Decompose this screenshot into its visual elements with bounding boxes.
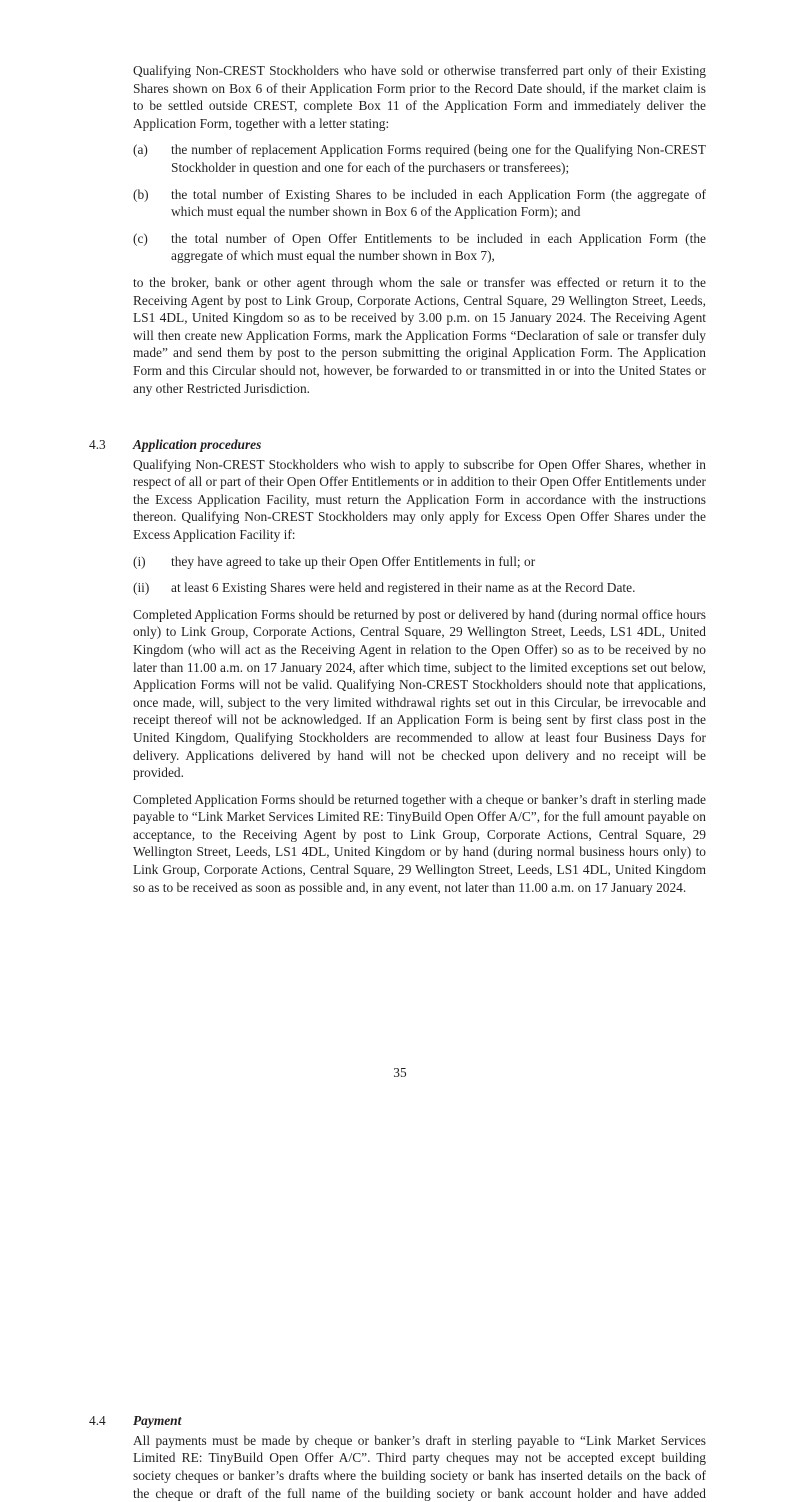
list-item-ii [133, 579, 706, 597]
list-item-i [133, 553, 706, 571]
intro-block [133, 62, 706, 406]
intro-paragraph: Qualifying Non-CREST Stockholders who have sold or otherwise transferred part only of their Existing Shares shown on Box 6 of their Application Form prior to the Record Date should, if the market claim is to be settled outside CREST, complete Box 11 of the Application Form and immediately deliver the Application Form, together with a letter stating: [133, 63, 706, 131]
list-item-b [133, 186, 706, 221]
section-paragraph: Completed Application Forms should be returned by post or delivered by hand (during normal office hours only) to Link Group, Corporate Actions, Central Square, 29 Wellington Street, Leeds, LS1 4DL, United Kingdom (who will act as the Receiving Agent in relation to the Open Offer) so as to be received by no later than 11.00 a.m. on 17 January 2024, after which time, subject to the limited exceptions set out below, Application Forms will not be valid. Qualifying Non-CREST Stockholders should note that applications, once made, will, subject to the very limited withdrawal rights set out in this Circular, be irrevocable and receipt thereof will not be acknowledged. If an Application Form is being sent by first class post in the United Kingdom, Qualifying Stockholders are recommended to allow at least four Business Days for delivery. Applications delivered by hand will not be checked upon delivery and no receipt will be provided. [133, 606, 706, 781]
list-item-c [133, 230, 706, 265]
section-4-3 [89, 436, 706, 896]
list-text: at least 6 Existing Shares were held and registered in their name as at the Record Date. [171, 580, 636, 596]
list-label: (ii) [133, 580, 150, 596]
section-number: 4.4 [89, 1413, 106, 1429]
intro-closing-paragraph: to the broker, bank or other agent through whom the sale or transfer was effected or return it to the Receiving Agent by post to Link Group, Corporate Actions, Central Square, 29 Wellington Street, Leeds, LS1 4DL, United Kingdom so as to be received by 3.00 p.m. on 15 January 2024. The Receiving Agent will then create new Application Forms, mark the Application Forms “Declaration of sale or transfer duly made” and send them by post to the person submitting the original Application Form. The Application Form and this Circular should not, however, be forwarded to or transmitted in or into the United States or any other Restricted Jurisdiction. [133, 274, 706, 396]
section-paragraph: Qualifying Non-CREST Stockholders who wish to apply to subscribe for Open Offer Shares, whether in respect of all or part of their Open Offer Entitlements or in addition to their Open Offer Entitlements under the Excess Application Facility, must return the Application Form in accordance with the instructions thereon. Qualifying Non-CREST Stockholders may only apply for Excess Open Offer Shares under the Excess Application Facility if: [133, 456, 706, 542]
list-text: they have agreed to take up their Open Offer Entitlements in full; or [171, 553, 536, 569]
section-title: Application procedures [133, 437, 262, 452]
list-label: (b) [133, 186, 149, 202]
section-paragraph: Completed Application Forms should be returned together with a cheque or banker’s draft in sterling made payable to “Link Market Services Limited RE: TinyBuild Open Offer A/C”, for the full amount payable on acceptance, to the Receiving Agent by post to Link Group, Corporate Actions, Central Square, 29 Wellington Street, Leeds, LS1 4DL, United Kingdom or by hand (during normal business hours only) to Link Group, Corporate Actions, Central Square, 29 Wellington Street, Leeds, LS1 4DL, United Kingdom so as to be received as soon as possible and, in any event, not later than 11.00 a.m. on 17 January 2024. [133, 791, 706, 895]
section-title: Payment [133, 1413, 182, 1429]
list-text: the number of replacement Application Forms required (being one for the Qualifying Non-CREST Stockholder in question and one for each of the purchasers or transferees); [171, 142, 706, 175]
list-text: the total number of Open Offer Entitlements to be included in each Application Form (the aggregate of which must equal the number shown in Box 7), [171, 230, 706, 264]
list-label: (i) [133, 553, 146, 569]
list-text: the total number of Existing Shares to be included in each Application Form (the aggregate of which must equal the number shown in Box 6 of the Application Form); and [171, 186, 706, 220]
list-label: (a) [133, 142, 148, 158]
page-number: 35 [393, 1065, 407, 1080]
section-4-4 [89, 1412, 706, 1502]
section-number: 4.3 [89, 437, 106, 452]
list-item-a [133, 141, 706, 176]
list-label: (c) [133, 230, 148, 246]
section-paragraph: All payments must be made by cheque or banker’s draft in sterling payable to “Link Market Services Limited RE: TinyBuild Open Offer A/C”. Third party cheques may not be accepted except building society cheques or banker’s drafts where the building society or bank has inserted details on the back of the cheque or draft of the full name of the building society or bank account holder and have added [133, 1432, 706, 1501]
